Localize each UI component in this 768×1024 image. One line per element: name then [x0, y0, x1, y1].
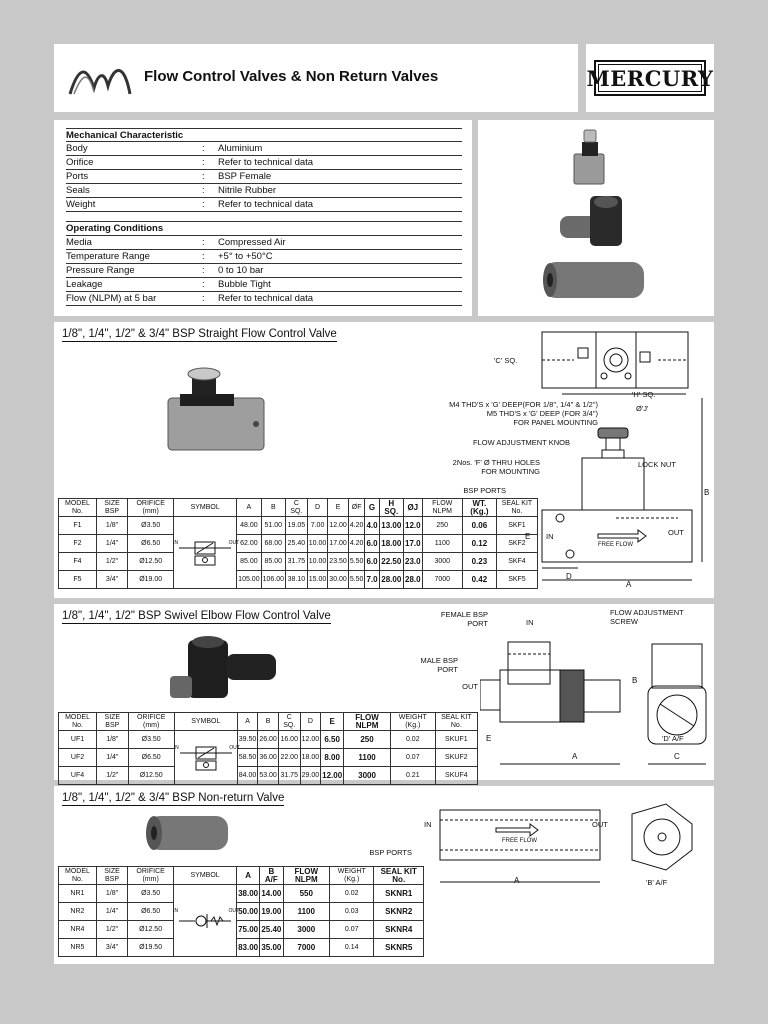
table-header-cell: MODEL No.	[59, 713, 97, 731]
table-header-cell: B	[258, 713, 279, 731]
table-cell: 0.12	[462, 535, 496, 553]
table-cell: 1/4"	[96, 535, 127, 553]
note-m4: M4 THD'S x 'G' DEEP(FOR 1/8", 1/4" & 1/2")	[449, 400, 598, 409]
table-header-cell: C SQ.	[286, 499, 308, 517]
non-return-table	[58, 866, 424, 957]
dim-d: D	[566, 572, 572, 581]
table-cell: Ø12.50	[128, 921, 174, 939]
spec-cell: :	[202, 157, 205, 168]
table-header-cell: FLOW NLPM	[283, 867, 329, 885]
table-header-cell: E	[328, 499, 349, 517]
table-cell: F5	[59, 571, 97, 589]
spec-cell: 0 to 10 bar	[218, 265, 264, 276]
note-m5: M5 THD'S x 'G' DEEP (FOR 3/4")	[486, 409, 598, 418]
spec-cell: Nitrile Rubber	[218, 185, 277, 196]
spec-cell: Pressure Range	[66, 265, 135, 276]
label-out: OUT	[462, 682, 478, 691]
table-header-cell: WEIGHT (Kg.)	[390, 713, 435, 731]
spec-row	[66, 184, 462, 198]
straight-valve-photo	[574, 130, 604, 184]
table-cell: 550	[283, 885, 329, 903]
note-panel: FOR PANEL MOUNTING	[513, 418, 598, 427]
table-header-cell: H SQ.	[379, 499, 403, 517]
table-header-cell: SEAL KIT No.	[435, 713, 477, 731]
table-cell: 51.00	[261, 517, 285, 535]
spec-cell: :	[202, 143, 205, 154]
table-cell: SKF2	[496, 535, 537, 553]
table-row	[59, 885, 424, 903]
table-cell: 0.07	[329, 921, 374, 939]
note-mounting: FOR MOUNTING	[481, 467, 540, 476]
table-cell: 38.00	[237, 885, 260, 903]
table-cell: 22.50	[379, 553, 403, 571]
elbow-valve-photo	[560, 196, 622, 246]
non-return-valve-photo	[142, 810, 232, 860]
table-cell: 12.00	[300, 731, 321, 749]
table-cell: 23.50	[328, 553, 349, 571]
table-cell: 3000	[283, 921, 329, 939]
table-row	[59, 731, 478, 749]
table-cell: 7.0	[365, 571, 379, 589]
table-cell: 1100	[422, 535, 462, 553]
spec-cell: Operating Conditions	[66, 223, 164, 234]
spec-cell: Flow (NLPM) at 5 bar	[66, 293, 157, 304]
table-cell: SKUF1	[435, 731, 477, 749]
dim-a: A	[572, 752, 578, 761]
table-header-cell: SIZE BSP	[96, 867, 127, 885]
table-header-cell: A	[237, 867, 260, 885]
spec-cell: Ports	[66, 171, 89, 182]
table-cell: Ø3.50	[128, 517, 174, 535]
symbol-out-label: OUT	[228, 539, 240, 546]
table-cell: SKNR5	[374, 939, 424, 957]
table-cell: SKF5	[496, 571, 537, 589]
table-header-cell: FLOW NLPM	[422, 499, 462, 517]
table-cell: 250	[422, 517, 462, 535]
spec-cell: :	[202, 199, 205, 210]
symbol-cell	[173, 885, 240, 957]
table-cell: 1/2"	[96, 921, 127, 939]
table-cell: F4	[59, 553, 97, 571]
product-photos	[478, 120, 714, 316]
dim-e: E	[486, 734, 492, 743]
table-cell: 30.00	[328, 571, 349, 589]
table-cell: Ø19.50	[128, 939, 174, 957]
table-cell: 105.00	[237, 571, 261, 589]
table-header-cell: WT. (Kg.)	[462, 499, 496, 517]
header-panel	[54, 44, 578, 112]
dim-baf: 'B' A/F	[646, 878, 668, 887]
dimension-label-h: 'H' SQ.	[632, 390, 656, 399]
symbol-cell	[173, 731, 240, 785]
spec-row	[66, 128, 462, 142]
table-cell: 4.20	[348, 517, 365, 535]
table-cell: Ø3.50	[128, 731, 174, 749]
table-cell: 5.50	[348, 571, 365, 589]
dim-c: C	[674, 752, 680, 761]
label-bsp: BSP PORTS	[369, 848, 412, 857]
straight-valve-table	[58, 498, 538, 589]
table-cell: F1	[59, 517, 97, 535]
spec-row	[66, 250, 462, 264]
table-header-cell: B	[261, 499, 285, 517]
table-row	[59, 921, 424, 939]
dim-b: B	[632, 676, 638, 685]
brand-panel	[586, 44, 714, 112]
table-cell: 48.00	[237, 517, 261, 535]
table-cell: NR5	[59, 939, 97, 957]
table-cell: UF4	[59, 767, 97, 785]
table-header-row	[59, 499, 538, 517]
table-cell: 5.50	[348, 553, 365, 571]
table-cell: 22.00	[278, 749, 300, 767]
table-cell: 106.00	[261, 571, 285, 589]
table-header-cell: SYMBOL	[174, 713, 237, 731]
spec-cell: Seals	[66, 185, 90, 196]
spec-row	[66, 170, 462, 184]
table-header-row	[59, 713, 478, 731]
table-cell: 1100	[283, 903, 329, 921]
table-cell: 53.00	[258, 767, 279, 785]
dim-b: B	[704, 488, 710, 497]
table-row	[59, 553, 538, 571]
table-cell: Ø19.00	[128, 571, 174, 589]
dim-daf: 'D' A/F	[662, 734, 684, 743]
table-header-cell: FLOW NLPM	[344, 713, 391, 731]
table-cell: 7000	[422, 571, 462, 589]
table-cell: UF2	[59, 749, 97, 767]
table-header-cell: A	[237, 499, 261, 517]
table-cell: 35.00	[260, 939, 283, 957]
label-port2: PORT	[437, 665, 458, 674]
table-header-cell: SIZE BSP	[96, 499, 127, 517]
table-header-cell: ØJ	[404, 499, 423, 517]
table-cell: 0.03	[329, 903, 374, 921]
table-header-cell: A	[237, 713, 258, 731]
symbol-in-label: IN	[173, 907, 179, 914]
spec-cell: :	[202, 293, 205, 304]
note-holes: 2Nos. 'F' Ø THRU HOLES	[452, 458, 540, 467]
free-flow-label: FREE FLOW	[502, 838, 538, 844]
free-flow-label: FREE FLOW	[598, 542, 634, 548]
spec-row	[66, 292, 462, 306]
swivel-valve-table	[58, 712, 478, 785]
table-header-cell: D	[307, 499, 328, 517]
table-cell: 0.02	[390, 731, 435, 749]
table-cell: 1/8"	[96, 517, 127, 535]
spec-cell: BSP Female	[218, 171, 272, 182]
table-cell: 1/4"	[96, 903, 127, 921]
dimension-label-c: 'C' SQ.	[494, 356, 518, 365]
symbol-cell	[173, 517, 240, 589]
table-cell: 26.00	[258, 731, 279, 749]
table-cell: SKNR4	[374, 921, 424, 939]
table-cell: 7.00	[307, 517, 328, 535]
table-cell: 16.00	[278, 731, 300, 749]
table-cell: 12.00	[328, 517, 349, 535]
spec-cell: :	[202, 265, 205, 276]
label-screw2: SCREW	[610, 617, 638, 626]
swivel-valve-photo	[164, 630, 284, 710]
label-screw: FLOW ADJUSTMENT	[610, 608, 684, 617]
table-cell: 25.40	[286, 535, 308, 553]
table-cell: 29.00	[300, 767, 321, 785]
table-cell: 28.0	[404, 571, 423, 589]
table-cell: 4.20	[348, 535, 365, 553]
table-header-cell: E	[321, 713, 344, 731]
table-cell: 0.21	[390, 767, 435, 785]
table-cell: 3000	[344, 767, 391, 785]
table-cell: Ø6.50	[128, 535, 174, 553]
table-cell: 0.42	[462, 571, 496, 589]
label-female: FEMALE BSP	[440, 610, 488, 619]
straight-valve-section	[54, 322, 714, 598]
table-cell: NR2	[59, 903, 97, 921]
table-cell: 6.50	[321, 731, 344, 749]
table-cell: 38.10	[286, 571, 308, 589]
table-cell: SKUF2	[435, 749, 477, 767]
table-header-cell: WEIGHT (Kg.)	[329, 867, 374, 885]
spec-cell: Orifice	[66, 157, 94, 168]
table-cell: SKUF4	[435, 767, 477, 785]
spec-row	[66, 142, 462, 156]
spec-gap	[66, 212, 462, 222]
table-cell: 85.00	[237, 553, 261, 571]
table-cell: 19.05	[286, 517, 308, 535]
table-cell: 31.75	[278, 767, 300, 785]
table-cell: 15.00	[307, 571, 328, 589]
spec-row	[66, 264, 462, 278]
table-header-cell: D	[300, 713, 321, 731]
table-header-cell: SYMBOL	[174, 499, 237, 517]
table-header-cell: C SQ.	[278, 713, 300, 731]
table-cell: 12.0	[404, 517, 423, 535]
spec-cell: Mechanical Characteristic	[66, 129, 184, 141]
table-header-cell: B A/F	[260, 867, 283, 885]
table-header-cell: G	[365, 499, 379, 517]
table-cell: 83.00	[237, 939, 260, 957]
table-cell: 68.00	[261, 535, 285, 553]
table-cell: 3/4"	[96, 571, 127, 589]
swivel-valve-section	[54, 604, 714, 780]
spec-cell: :	[202, 171, 205, 182]
page-title: Flow Control Valves & Non Return Valves	[144, 68, 439, 85]
table-cell: 28.00	[379, 571, 403, 589]
spec-cell: Body	[66, 143, 88, 154]
table-cell: 39.50	[237, 731, 258, 749]
table-cell: 58.50	[237, 749, 258, 767]
table-cell: 1/2"	[96, 553, 127, 571]
table-cell: 1/8"	[96, 885, 127, 903]
table-cell: SKF1	[496, 517, 537, 535]
dim-e: E	[525, 532, 531, 541]
table-cell: Ø12.50	[128, 553, 174, 571]
non-return-section	[54, 786, 714, 964]
table-cell: 1100	[344, 749, 391, 767]
table-header-cell: ØF	[348, 499, 365, 517]
table-cell: 7000	[283, 939, 329, 957]
table-cell: 85.00	[261, 553, 285, 571]
label-out: OUT	[592, 820, 608, 829]
spec-cell: +5° to +50°C	[218, 251, 273, 262]
table-cell: 18.00	[300, 749, 321, 767]
flow-control-symbol-icon	[175, 538, 235, 568]
spec-cell: Leakage	[66, 279, 103, 290]
section-title: 1/8", 1/4", 1/2" BSP Swivel Elbow Flow Control Valve	[62, 610, 331, 622]
spec-row	[66, 198, 462, 212]
spec-cell: Weight	[66, 199, 96, 210]
table-cell: NR4	[59, 921, 97, 939]
section-title: 1/8", 1/4", 1/2" & 3/4" BSP Straight Flow Control Valve	[62, 328, 337, 340]
table-cell: 17.0	[404, 535, 423, 553]
table-cell: Ø3.50	[128, 885, 174, 903]
check-valve-symbol-icon	[175, 906, 235, 936]
table-row	[59, 903, 424, 921]
table-cell: 31.75	[286, 553, 308, 571]
spec-row	[66, 278, 462, 292]
spec-cell: Media	[66, 237, 92, 248]
table-cell: UF1	[59, 731, 97, 749]
table-cell: 25.40	[260, 921, 283, 939]
label-male: MALE BSP	[420, 656, 458, 665]
table-cell: SKF4	[496, 553, 537, 571]
spec-cell: :	[202, 279, 205, 290]
table-cell: 10.00	[307, 553, 328, 571]
table-header-cell: SEAL KIT No.	[496, 499, 537, 517]
table-cell: 14.00	[260, 885, 283, 903]
table-cell: 4.0	[365, 517, 379, 535]
port-in-label: IN	[546, 532, 554, 541]
table-cell: Ø6.50	[128, 749, 174, 767]
table-cell: 0.02	[329, 885, 374, 903]
table-cell: 36.00	[258, 749, 279, 767]
table-row	[59, 517, 538, 535]
spec-row	[66, 222, 462, 236]
table-cell: 13.00	[379, 517, 403, 535]
table-cell: 6.0	[365, 535, 379, 553]
spec-cell: :	[202, 237, 205, 248]
table-cell: 62.00	[237, 535, 261, 553]
table-cell: F2	[59, 535, 97, 553]
table-cell: 19.00	[260, 903, 283, 921]
table-header-cell: ORIFICE (mm)	[128, 499, 174, 517]
spec-list	[66, 128, 462, 306]
table-cell: Ø12.50	[128, 767, 174, 785]
spec-cell: :	[202, 185, 205, 196]
table-cell: 0.14	[329, 939, 374, 957]
spec-row	[66, 156, 462, 170]
dim-a: A	[514, 876, 520, 885]
product-photo-group	[478, 120, 714, 316]
non-return-valve-photo	[543, 262, 644, 298]
table-header-cell: SIZE BSP	[97, 713, 129, 731]
table-cell: SKNR2	[374, 903, 424, 921]
table-cell: 3/4"	[96, 939, 127, 957]
table-cell: 75.00	[237, 921, 260, 939]
table-header-cell: MODEL No.	[59, 867, 97, 885]
port-out-label: OUT	[668, 528, 684, 537]
symbol-in-label: IN	[173, 744, 179, 751]
table-header-cell: ORIFICE (mm)	[128, 867, 174, 885]
note-knob: FLOW ADJUSTMENT KNOB	[473, 438, 570, 447]
label-port: PORT	[467, 619, 488, 628]
symbol-in-label: IN	[173, 539, 179, 546]
table-header-cell: SEAL KIT No.	[374, 867, 424, 885]
spec-cell: Bubble Tight	[218, 279, 271, 290]
table-row	[59, 939, 424, 957]
dim-a: A	[626, 580, 632, 589]
table-header-row	[59, 867, 424, 885]
table-cell: 1/2"	[97, 767, 129, 785]
note-locknut: LOCK NUT	[638, 460, 676, 469]
table-header-cell: MODEL No.	[59, 499, 97, 517]
spec-cell: Refer to technical data	[218, 199, 314, 210]
table-cell: 84.00	[237, 767, 258, 785]
symbol-out-label: OUT	[229, 744, 240, 751]
brand-logo: MERCURY	[594, 60, 706, 96]
table-cell: 50.00	[237, 903, 260, 921]
table-cell: 1/4"	[97, 749, 129, 767]
table-cell: 10.00	[307, 535, 328, 553]
section-title: 1/8", 1/4", 1/2" & 3/4" BSP Non-return Valve	[62, 792, 285, 804]
table-cell: SKNR1	[374, 885, 424, 903]
spec-cell: :	[202, 251, 205, 262]
table-cell: 0.06	[462, 517, 496, 535]
table-cell: 17.00	[328, 535, 349, 553]
label-in: IN	[526, 618, 534, 627]
table-row	[59, 767, 478, 785]
table-cell: 18.00	[379, 535, 403, 553]
table-cell: 6.0	[365, 553, 379, 571]
table-cell: Ø6.50	[128, 903, 174, 921]
straight-valve-photo	[164, 362, 274, 462]
table-header-cell: ORIFICE (mm)	[128, 713, 174, 731]
table-cell: 3000	[422, 553, 462, 571]
table-row	[59, 571, 538, 589]
table-header-cell: SYMBOL	[174, 867, 237, 885]
dimension-label-j: Ø'J'	[636, 404, 649, 413]
table-cell: 0.23	[462, 553, 496, 571]
spec-row	[66, 236, 462, 250]
label-in: IN	[424, 820, 432, 829]
table-cell: 1/8"	[97, 731, 129, 749]
straight-valve-drawing	[538, 328, 708, 594]
table-cell: 23.0	[404, 553, 423, 571]
spec-cell: Refer to technical data	[218, 293, 314, 304]
table-row	[59, 535, 538, 553]
spec-panel	[54, 120, 472, 316]
table-cell: 8.00	[321, 749, 344, 767]
spec-cell: Temperature Range	[66, 251, 150, 262]
note-bsp: BSP PORTS	[463, 486, 506, 495]
table-cell: NR1	[59, 885, 97, 903]
table-row	[59, 749, 478, 767]
spec-cell: Aluminium	[218, 143, 263, 154]
symbol-out-label: OUT	[228, 907, 240, 914]
spec-cell: Refer to technical data	[218, 157, 314, 168]
table-cell: 0.07	[390, 749, 435, 767]
flow-control-symbol-icon	[173, 743, 236, 773]
table-cell: 12.00	[321, 767, 344, 785]
company-logo-icon	[68, 58, 132, 98]
table-cell: 250	[344, 731, 391, 749]
spec-cell: Compressed Air	[218, 237, 286, 248]
